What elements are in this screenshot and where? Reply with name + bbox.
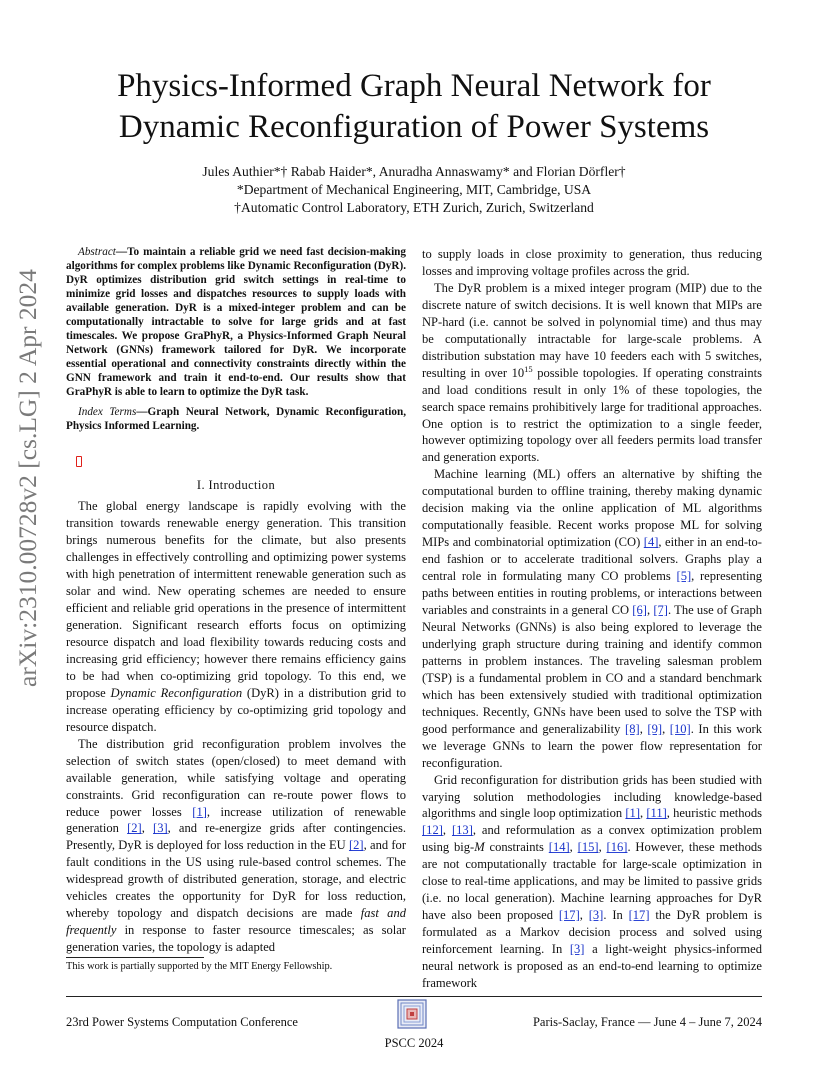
intro-p1-tail: (DyR) in a distribution grid to increase operating efficiency by co-optimizing grid topology and resource dispatch. [66,685,406,734]
mip-text-a: The DyR problem is a mixed integer program (MIP) due to the discrete nature of switch decisions. It is well known that MIPs are NP-hard (i.e. cannot be solved in polynomial time) and thus may be computationally intractable for large-scale problems. A distribution substation may have 10 feeders each with 5 switches, resulting in over 10 [422,280,762,380]
term-dynamic-reconfiguration: Dynamic Reconfiguration [110,685,243,700]
citation-link[interactable]: [9] [647,721,663,736]
exponent: 15 [524,363,533,374]
grid-text-d: constraints [489,840,544,855]
grid-text-b: , heuristic methods [666,806,762,821]
ml-text-a: Machine learning (ML) offers an alternative by shifting the computational burden to offline training, thereby making dynamic decision making via the online application of ML algorithms computationally feasible. Recent works propose ML for solving MIPs and combinatorial optimization (CO) [422,467,762,550]
intro-paragraph-1 [66,498,406,735]
affiliation-eth: †Automatic Control Laboratory, ETH Zurich, Zurich, Switzerland [234,200,594,215]
section-heading-introduction: I. Introduction [196,478,276,493]
conference-location-dates: Paris-Saclay, France — June 4 – June 7, 2024 [532,1015,762,1029]
grid-text-c: , and reformulation as a convex optimization problem using big- [422,823,762,855]
ml-text-e: . In this work we leverage GNNs to learn the power flow representation for reconfiguration. [422,721,762,770]
citation-link[interactable]: [14] [548,840,570,855]
citation-link[interactable]: [12] [422,823,443,838]
link-annotation-marker[interactable] [76,456,82,467]
abstract-label: Abstract [78,246,116,258]
big-m-symbol: M [474,840,485,855]
pscc-logo-icon [397,999,427,1029]
grid-text-h: a light-weight physics-informed neural network is proposed as an end-to-end learning to optimize framework [422,942,763,990]
right-column [422,246,762,992]
grid-text-f: . In [603,908,623,923]
citation-link[interactable]: [10] [669,721,691,736]
citation-link[interactable]: [3] [153,821,168,836]
abstract-text: —To maintain a reliable grid we need fast decision-making algorithms for complex problems like Dynamic Reconfiguration (DyR). DyR optimizes distribution grid switch settings in real-time to minimize grid losses and dispatches resources to supply loads with available generation. DyR is a mixed-integer problem and can be computationally intractable to solve for large grids and at fast timescales. We propose GraPhyR, a Physics-Informed Graph Neural Network (GNNs) framework tailored for DyR. We incorporate essential operational and connectivity constraints directly within the GNN framework and train it end-to-end. Our results show that GraPhyR is able to learn to optimize the DyR task. [66,246,406,398]
citation-link[interactable]: [2] [127,821,142,836]
author-list: Jules Authier*† Rabab Haider*, Anuradha Annaswamy* and Florian Dörfler† [202,164,626,179]
paper-title-line-2: Dynamic Reconfiguration of Power Systems [118,109,710,145]
right-paragraph-3: Machine learning (ML) offers an alternative by shifting the computational burden to offline training, thereby making dynamic decision making via the online application of ML algorithms computationally feasible. Recent works propose ML for solving MIPs and combinatorial optimization (CO) [4], either in an end-to-end fashion or to accelerate traditional solvers. Graphs play a central role in formulating many CO problems [5], representing paths between entities in routing problems, or interactions between variables and constraints in a general CO [6], [7]. The use of Graph Neural Networks (GNNs) is also being explored to leverage the underlying graph structure during training and identify common patterns in problem instances. The traveling salesman problem (TSP) is a fundamental problem in CO and a standard benchmark which has been extensively studied with traditional optimization techniques. Recently, GNNs have been used to solve the TSP with good performance and generalizability [8], [9], [10]. In this work we leverage GNNs to learn the power flow representation for reconfiguration. [422,467,762,770]
grid-text-e: . However, these methods are not computationally tractable for large-scale optimization in close to real-time applications, and may be limited to passive grids (i.e. no local generation). Machine learning approaches for DyR have also been proposed [422,840,763,923]
citation-link[interactable]: [8] [625,721,640,736]
citation-link[interactable]: [3] [588,908,604,923]
right-paragraph-2 [422,280,762,466]
footnote-divider [66,957,204,958]
term-fast-and-frequently: fast and frequently [66,906,406,938]
citation-link[interactable]: [4] [643,535,659,550]
citation-link[interactable]: [6] [632,603,647,618]
intro-paragraph-2: The distribution grid reconfiguration problem involves the selection of switch states (open/closed) to meet demand with available generation, while satisfying voltage and operating constraints. Grid reconfiguration can re-route power flows to reduce power losses [1], increase utilization of renewable generation [2], [3], and re-energize grids after contingencies. Presently, DyR is deployed for loss reduction in the EU [2], and for fault conditions in the US using rule-based control schemes. The widespread growth of distributed generation, storage, and electric vehicles creates the opportunity for DyR for loss reduction, whereby topology and dispatch decisions are made fast and frequently in response to faster resource timescales; as solar generation varies, the topology is adapted [66,736,406,955]
affiliation-mit: *Department of Mechanical Engineering, MIT, Cambridge, USA [236,182,592,197]
right-paragraph-1: to supply loads in close proximity to generation, thus reducing losses and improving voltage profiles across the grid. [422,247,762,278]
index-terms [66,406,406,434]
paper-title [60,66,768,148]
citation-link[interactable]: [5] [676,569,692,584]
ml-text-b: , either in an end-to-end fashion or to accelerate traditional solvers. Graphs play a central role in formulating many CO problems [422,535,762,584]
grid-text-a: Grid reconfiguration for distribution grids has been studied with varying solution methodologies including knowledge-based algorithms and single loop optimization [422,772,762,821]
index-terms-text: —Graph Neural Network, Dynamic Reconfiguration, Physics Informed Learning. [66,406,406,433]
arxiv-identifier[interactable]: arXiv:2310.00728v2 [cs.LG] 2 Apr 2024 [13,269,42,687]
citation-link[interactable]: [7] [653,603,668,618]
intro-p2-a: The distribution grid reconfiguration problem involves the selection of switch states (open/closed) to meet demand with available generation, while satisfying voltage and operating constraints. Grid reconfiguration can re-route power flows to reduce power losses [66,736,406,819]
intro-p2-b: , increase utilization of renewable generation [66,804,406,836]
left-column [66,246,406,956]
footer-divider [66,996,762,997]
intro-p2-c: , and re-energize grids after contingencies. Presently, DyR is deployed for loss reduction in the EU [66,821,406,853]
citation-link[interactable]: [16] [606,840,628,855]
intro-p2-e: in response to faster resource timescales; as solar generation varies, the topology is adapted [66,923,406,955]
ml-text-c: , representing paths between entities in routing problems, or interactions between variables and constraints in a general CO [422,569,762,618]
conference-acronym: PSCC 2024 [384,1036,444,1050]
citation-link[interactable]: [2] [348,838,364,853]
citation-link[interactable]: [13] [451,823,473,838]
funding-footnote: This work is partially supported by the MIT Energy Fellowship. [66,961,333,972]
citation-link[interactable]: [17] [558,908,580,923]
paper-title-line-1: Physics-Informed Graph Neural Network for [117,68,711,104]
citation-link[interactable]: [1] [625,806,641,821]
citation-link[interactable]: [11] [646,806,667,821]
mip-text-b: possible topologies. If operating constraints and load conditions result in only 1% of these topologies, the search space remains prohibitively large for traditional approaches. One option is to restrict the optimization to a single feeder, however optimizing topology over all feeders permits load transfer and generation exports. [422,365,762,465]
right-paragraph-4: Grid reconfiguration for distribution grids has been studied with varying solution methodologies including knowledge-based algorithms and single loop optimization [1], [11], heuristic methods [12], [13], and reformulation as a convex optimization problem using big-M constraints [14], [15], [16]. However, these methods are not computationally tractable for large-scale optimization in close to real-time applications, and may be limited to passive grids (i.e. no local generation). Machine learning approaches for DyR have also been proposed [17], [3]. In [17] the DyR problem is formulated as a Markov decision process and solved using reinforcement learning. In [3] a light-weight physics-informed neural network is proposed as an end-to-end learning to optimize framework [422,772,763,990]
citation-link[interactable]: [17] [628,908,650,923]
grid-text-g: the DyR problem is formulated as a Markov decision process and solved using reinforcement learning. In [422,908,763,957]
index-terms-label: Index Terms [78,406,137,419]
intro-p2-d: , and for fault conditions in the US using rule-based control schemes. The widespread growth of distributed generation, storage, and electric vehicles creates the opportunity for DyR for loss reduction, whereby topology and dispatch decisions are made [66,838,406,921]
citation-link[interactable]: [1] [192,804,207,819]
citation-link[interactable]: [3] [569,942,585,957]
citation-link[interactable]: [15] [577,840,599,855]
conference-name: 23rd Power Systems Computation Conference [66,1015,298,1029]
ml-text-d: . The use of Graph Neural Networks (GNNs) is also being explored to leverage the underlying graph structure during training and identify common patterns in problem instances. The traveling salesman problem (TSP) is a fundamental problem in CO and a standard benchmark which has been extensively studied with traditional optimization techniques. Recently, GNNs have been used to solve the TSP with good performance and generalizability [422,603,762,736]
intro-p1-text: The global energy landscape is rapidly evolving with the transition towards renewable energy generation. This transition brings numerous benefits for the climate, but also presents challenges in effectively controlling and optimizing power systems with high penetration of intermittent renewable generation such as solar and wind. New operating schemes are needed to ensure efficient and reliable grid operations in the presence of intermittent generation. Significant research efforts focus on optimizing resource dispatch and load flexibility towards reducing costs and increasing grid efficiency; however there remains efficiency gains to be had when co-optimizing grid topology. To this end, we propose [66,499,406,700]
abstract [66,246,406,399]
